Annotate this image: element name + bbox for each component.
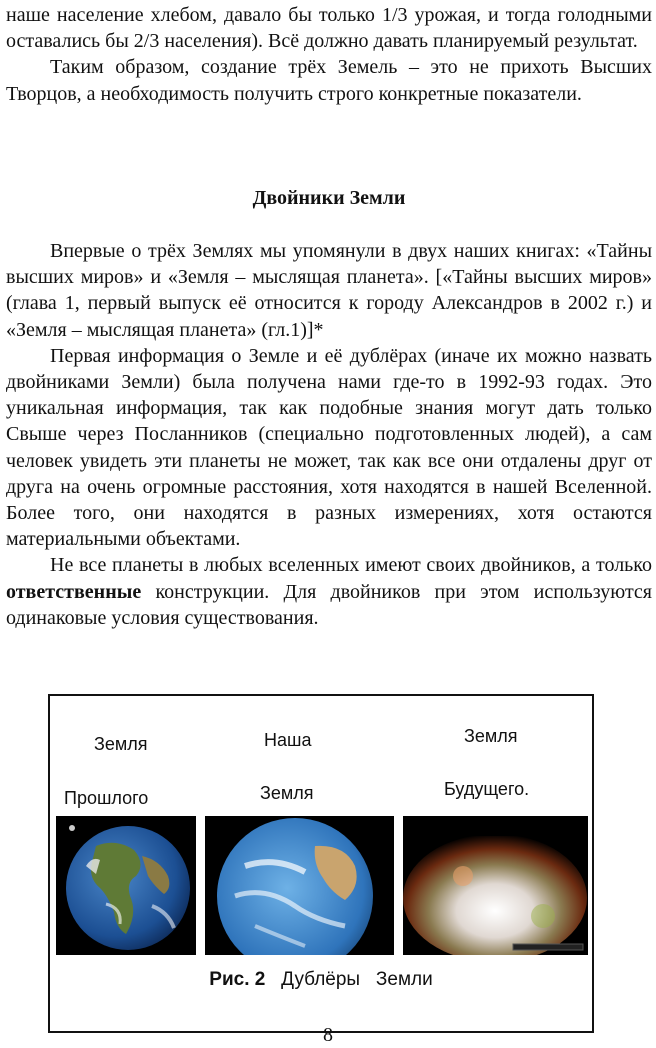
paragraph-5 xyxy=(6,552,652,631)
section-heading: Двойники Земли xyxy=(252,187,406,209)
text-block-main xyxy=(6,238,652,631)
our-earth-image xyxy=(205,816,394,955)
paragraph-2: Таким образом, создание трёх Земель – это не прихоть Высших Творцов, а необходимость получить строго конкретные показатели. xyxy=(6,56,652,105)
past-earth-image xyxy=(56,816,196,955)
label-our: Наша xyxy=(264,730,312,750)
paragraph-5-bold: ответственные xyxy=(6,580,142,603)
page-number: 8 xyxy=(323,1024,333,1046)
figure-caption xyxy=(50,969,592,991)
paragraph-3: Впервые о трёх Землях мы упомянули в двух наших книгах: «Тайны высших миров» и «Земля – мыслящая планета». [«Тайны высших миров» (глава 1, первый выпуск её относится к городу Александров в 2002 г.) и «Земля – мыслящая планета» (гл.1)]* xyxy=(6,240,652,341)
caption-number: Рис. 2 xyxy=(209,969,266,990)
label-our-earth: Земля xyxy=(260,783,314,803)
paragraph-5-part-2: конструкции. Для двойников при этом используются одинаковые условия существования. xyxy=(6,580,652,629)
figure-earth-doubles xyxy=(48,694,594,1033)
label-future: Будущего. xyxy=(444,779,530,799)
future-earth-image xyxy=(403,816,588,955)
paragraph-1: наше население хлебом, давало бы только 1/3 урожая, и тогда голодными оставались бы 2/3 населения). Всё должно давать планируемый результат. xyxy=(6,4,652,53)
paragraph-4: Первая информация о Земле и её дублёрах (иначе их можно назвать двойниками Земли) была получена нами где-то в 1992-93 годах. Это уникальная информация, так как подобные знания могут дать только Свыше через Посланников (специально подготовленных людей), а сам человек увидеть эти планеты не может, так как все они отдалены друг от друга на очень огромные расстояния, хотя находятся в нашей Вселенной. Более того, они находятся в разных измерениях, хотя остаются материальными объектами. xyxy=(6,344,652,551)
paragraph-5-part-1: Не все планеты в любых вселенных имеют своих двойников, а только xyxy=(50,554,652,577)
label-past-earth: Земля xyxy=(94,734,148,754)
label-past: Прошлого xyxy=(64,788,149,808)
text-block-top xyxy=(6,2,652,107)
label-future-earth: Земля xyxy=(464,726,518,746)
caption-text: Дублёры Земли xyxy=(281,969,433,990)
